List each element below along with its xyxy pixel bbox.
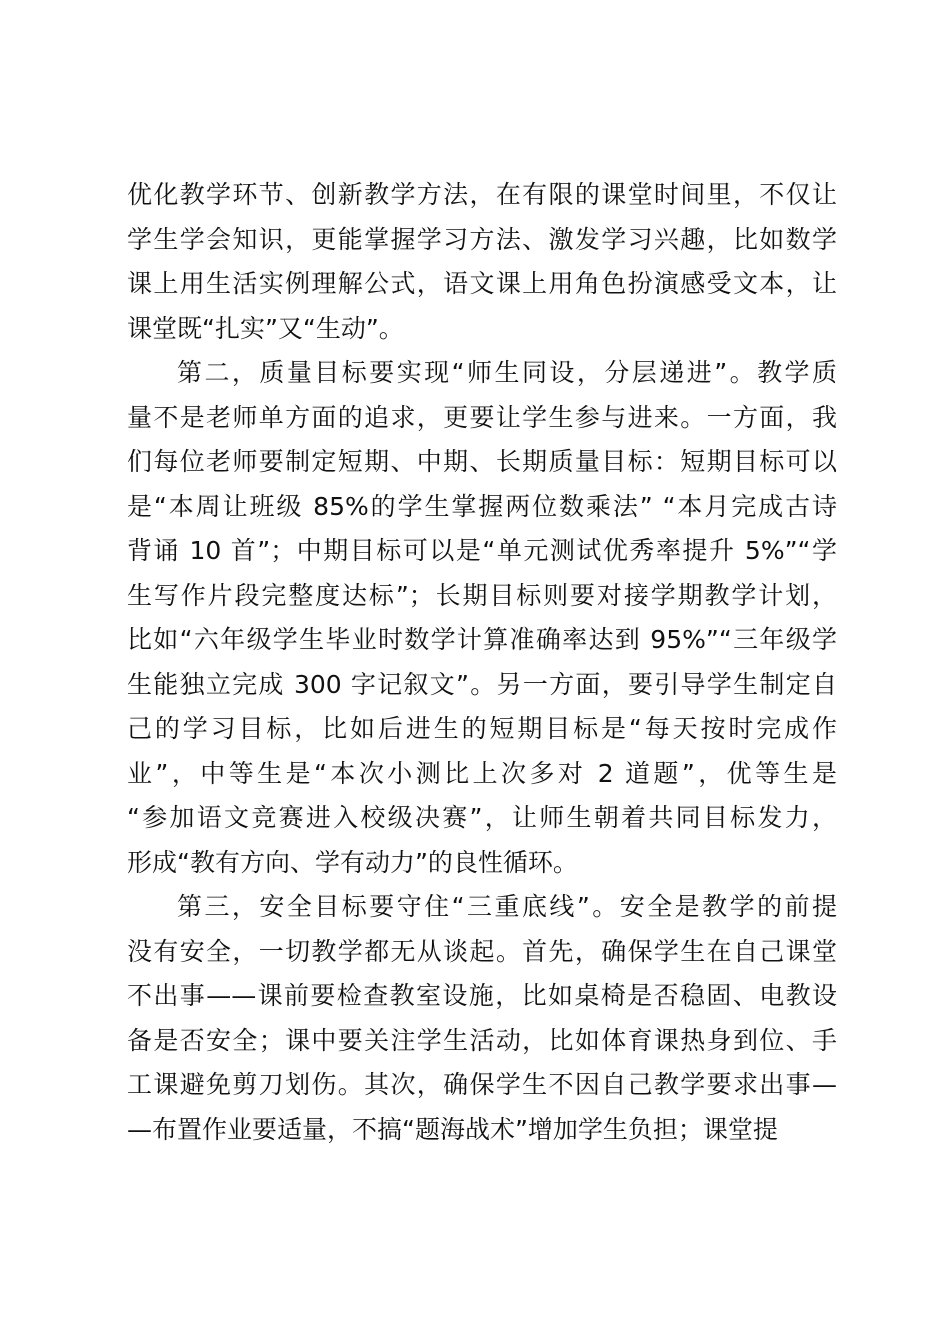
paragraph-quality-goals: [127, 351, 837, 885]
text-line: 优化教学环节、创新教学方法，在有限的课堂时间里，不仅让: [127, 180, 837, 209]
text-line: 第二，质量目标要实现“师生同设，分层递进”。教学质: [177, 358, 837, 387]
text-line: 学生学会知识，更能掌握学习方法、激发学习兴趣，比如数学: [127, 224, 837, 254]
text-line: 量不是老师单方面的追求，更要让学生参与进来。一方面，我: [127, 402, 837, 432]
text-line: 生能独立完成 300 字记叙文”。另一方面，要引导学生制定自: [127, 669, 837, 699]
paragraph-safety-goals: [127, 885, 837, 1152]
text-line: 们每位老师要制定短期、中期、长期质量目标：短期目标可以: [127, 447, 837, 476]
text-line: 形成“教有方向、学有动力”的良性循环。: [127, 847, 578, 877]
text-line: 课堂既“扎实”又“生动”。: [127, 313, 404, 343]
text-line: “参加语文竞赛进入校级决赛”，让师生朝着共同目标发力，: [127, 803, 837, 832]
text-line: 课上用生活实例理解公式，语文课上用角色扮演感受文本，让: [127, 269, 837, 298]
text-line: 是“本周让班级 85%的学生掌握两位数乘法” “本月完成古诗: [127, 491, 837, 521]
text-line: 生写作片段完整度达标”；长期目标则要对接学期教学计划，: [127, 580, 837, 610]
text-line: 工课避免剪刀划伤。其次，确保学生不因自己教学要求出事—: [127, 1070, 837, 1099]
text-line: —布置作业要适量，不搞“题海战术”增加学生负担；课堂提: [127, 1114, 778, 1144]
text-line: 己的学习目标，比如后进生的短期目标是“每天按时完成作: [127, 714, 837, 743]
paragraph-teaching-methods: [127, 173, 837, 351]
text-line: 比如“六年级学生毕业时数学计算准确率达到 95%”“三年级学: [127, 625, 837, 654]
text-line: 不出事——课前要检查教室设施，比如桌椅是否稳固、电教设: [127, 981, 837, 1010]
text-line: 第三，安全目标要守住“三重底线”。安全是教学的前提: [177, 892, 837, 921]
text-line: 没有安全，一切教学都无从谈起。首先，确保学生在自己课堂: [127, 936, 837, 966]
text-line: 业”，中等生是“本次小测比上次多对 2 道题”，优等生是: [127, 758, 837, 788]
text-line: 备是否安全；课中要关注学生活动，比如体育课热身到位、手: [127, 1025, 837, 1055]
body-text: [127, 173, 837, 1152]
text-line: 背诵 10 首”；中期目标可以是“单元测试优秀率提升 5%”“学: [127, 536, 837, 565]
